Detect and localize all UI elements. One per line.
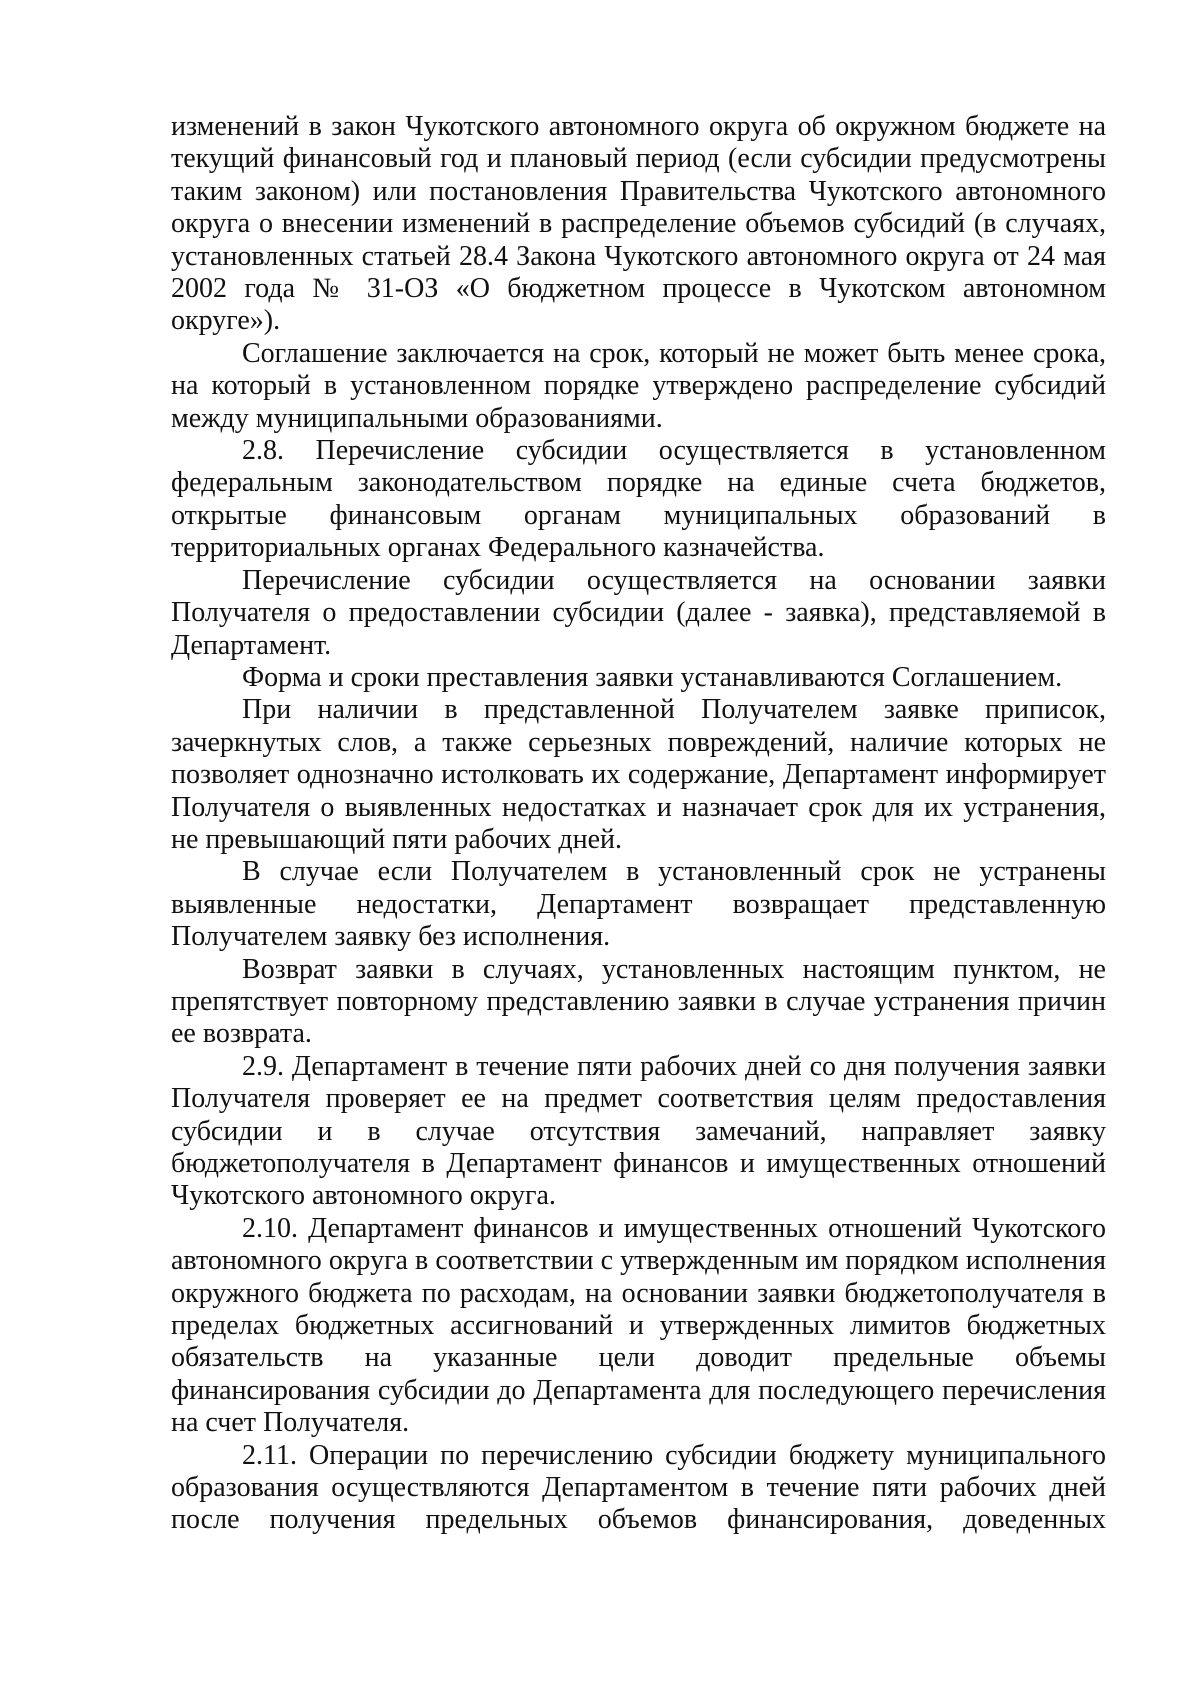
paragraph-2-10: 2.10. Департамент финансов и имущественных отношений Чукотского автономного округа в соответствии с утвержденным им порядком исполнения окружного бюджета по расходам, на основании заявки бюджетополучателя в пределах бюджетных ассигнований и утвержденных лимитов бюджетных обязательств на указанные цели доводит предельные объемы финансирования субсидии до Департамента для последующего перечисления на счет Получателя. — [171, 1212, 1106, 1439]
paragraph-transfer-basis: Перечисление субсидии осуществляется на основании заявки Получателя о предоставлении субсидии (далее - заявка), представляемой в Департамент. — [171, 564, 1106, 661]
paragraph-2-9: 2.9. Департамент в течение пяти рабочих дней со дня получения заявки Получателя проверяет ее на предмет соответствия целям предоставления субсидии и в случае отсутствия замечаний, направляет заявку бюджетополучателя в Департамент финансов и имущественных отношений Чукотского автономного округа. — [171, 1050, 1106, 1212]
paragraph-application-form: Форма и сроки преставления заявки устанавливаются Соглашением. — [242, 661, 1063, 693]
paragraph-resubmission: Возврат заявки в случаях, установленных настоящим пунктом, не препятствует повторному представлению заявки в случае устранения причин ее возврата. — [171, 953, 1106, 1050]
paragraph-agreement-term: Соглашение заключается на срок, который не может быть менее срока, на который в установленном порядке утверждено распределение субсидий между муниципальными образованиями. — [171, 337, 1106, 434]
paragraph-continuation: изменений в закон Чукотского автономного округа об окружном бюджете на текущий финансовый год и плановый период (если субсидии предусмотрены таким законом) или постановления Правительства Чукотского автономного округа о внесении изменений в распределение объемов субсидий (в случаях, установленных статьей 28.4 Закона Чукотского автономного округа от 24 мая 2002 года № 31-ОЗ «О бюджетном процессе в Чукотском автономном округе»). — [171, 111, 1106, 337]
paragraph-application-return: В случае если Получателем в установленный срок не устранены выявленные недостатки, Департамент возвращает представленную Получателем заявку без исполнения. — [171, 856, 1106, 953]
paragraph-2-11: 2.11. Операции по перечислению субсидии бюджету муниципального образования осуществляются Департаментом в течение пяти рабочих дней после получения предельных объемов финансирования, доведенных — [171, 1439, 1106, 1536]
document-body — [171, 111, 1106, 1537]
paragraph-2-8: 2.8. Перечисление субсидии осуществляется в установленном федеральным законодательством порядке на единые счета бюджетов, открытые финансовым органам муниципальных образований в территориальных органах Федерального казначейства. — [171, 435, 1106, 564]
paragraph-application-defects: При наличии в представленной Получателем заявке приписок, зачеркнутых слов, а также серьезных повреждений, наличие которых не позволяет однозначно истолковать их содержание, Департамент информирует Получателя о выявленных недостатках и назначает срок для их устранения, не превышающий пяти рабочих дней. — [171, 694, 1106, 855]
